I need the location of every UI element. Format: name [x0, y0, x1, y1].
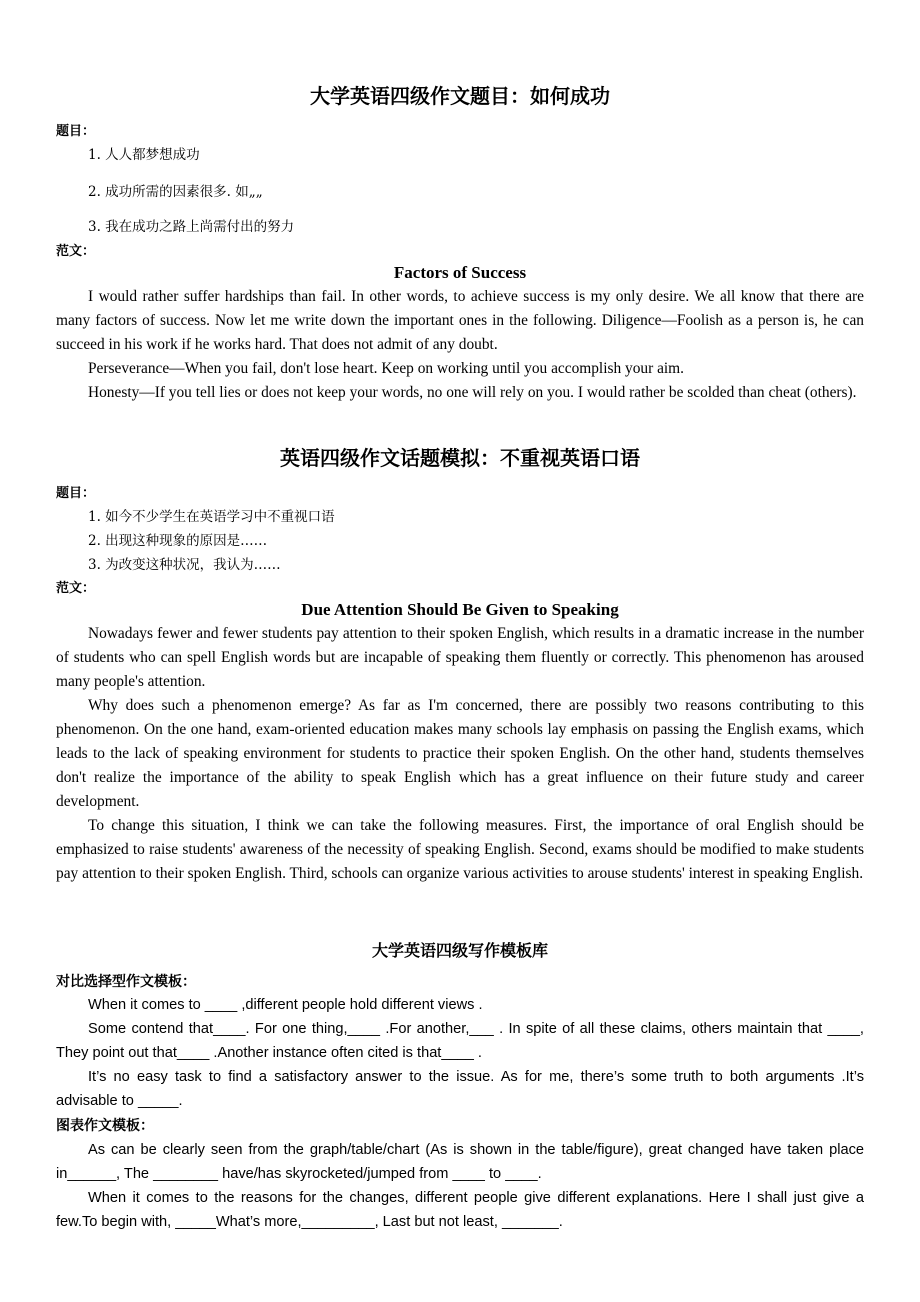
section2-item-2: 2. 出现这种现象的原因是……: [88, 533, 268, 549]
section2-essay-body: [56, 622, 864, 886]
section1-item-1: 1. 人人都梦想成功: [88, 147, 200, 163]
section2-item-1: 1. 如今不少学生在英语学习中不重视口语: [88, 509, 335, 525]
section1-paragraph-2: Perseverance—When you fail, don't lose heart. Keep on working until you accomplish your aim.: [88, 360, 685, 377]
contrast-template-label: 对比选择型作文模板：: [56, 974, 196, 990]
chart-template-body: [56, 1138, 864, 1234]
section2-essay-title: Due Attention Should Be Given to Speaking: [301, 600, 619, 619]
chart-paragraph-2: When it comes to the reasons for the changes, different people give different explanations. Here I shall just give a few.To begin with, _____What’s more,_________, Last but not least, _______.: [56, 1190, 864, 1230]
section2-topic-label: 题目：: [56, 486, 96, 501]
section1-essay-title: Factors of Success: [393, 263, 527, 282]
section1-paragraph-1: I would rather suffer hardships than fail. In other words, to achieve success is my only desire. We all know that there are many factors of success. Now let me write down the important ones in the following. Diligence—Foolish as a person is, he can succeed in his work if he works hard. That does not admit of any doubt.: [56, 288, 864, 353]
section1-essay-body: [56, 285, 864, 405]
section2-title: 英语四级作文话题模拟：不重视英语口语: [280, 446, 640, 470]
contrast-template-body: [56, 993, 864, 1113]
section1-item-3: 3. 我在成功之路上尚需付出的努力: [88, 219, 295, 235]
section1-title: 大学英语四级作文题目：如何成功: [310, 84, 610, 108]
contrast-paragraph-2: Some contend that____. For one thing,____ .For another,___ . In spite of all these claims, others maintain that ____, They point out that____ .Another instance often cited is that____ .: [56, 1021, 864, 1061]
section3-title: 大学英语四级写作模板库: [371, 941, 548, 960]
section1-paragraph-3: Honesty—If you tell lies or does not keep your words, no one will rely on you. I would rather be scolded than cheat (others).: [88, 384, 857, 401]
section1-sample-label: 范文：: [56, 244, 96, 259]
section2-paragraph-2: Why does such a phenomenon emerge? As far as I'm concerned, there are possibly two reasons contributing to this phenomenon. On the one hand, exam-oriented education makes many schools lay emphasis on passing the English exams, which leads to the lack of speaking environment for students to practice their spoken English. On the other hand, students themselves don't realize the importance of the ability to speak English which has a great influence on their future study and career development.: [56, 697, 864, 810]
section2-paragraph-3: To change this situation, I think we can take the following measures. First, the importance of oral English should be emphasized to raise students' awareness of the necessity of speaking English. Second, exams should be modified to make students pay attention to their spoken English. Third, schools can organize various activities to arouse students' interest in speaking English.: [56, 817, 864, 882]
contrast-paragraph-1: When it comes to ____ ,different people hold different views .: [88, 997, 483, 1013]
section2-item-3: 3. 为改变这种状况，我认为……: [88, 557, 281, 573]
contrast-paragraph-3: It’s no easy task to find a satisfactory answer to the issue. As for me, there’s some truth to both arguments .It’s advisable to _____.: [56, 1069, 864, 1109]
section2-sample-label: 范文：: [56, 581, 96, 596]
section1-topic-label: 题目：: [56, 124, 96, 139]
chart-template-label: 图表作文模板：: [56, 1118, 154, 1134]
section2-paragraph-1: Nowadays fewer and fewer students pay attention to their spoken English, which results in a dramatic increase in the number of students who can spell English words but are incapable of speaking them fluently or correctly. This phenomenon has aroused many people's attention.: [56, 625, 864, 690]
chart-paragraph-1: As can be clearly seen from the graph/table/chart (As is shown in the table/figure), great changed have taken place in______, The ________ have/has skyrocketed/jumped from ____ to ____.: [56, 1142, 864, 1182]
section1-item-2: 2. 成功所需的因素很多. 如„„: [88, 184, 263, 200]
